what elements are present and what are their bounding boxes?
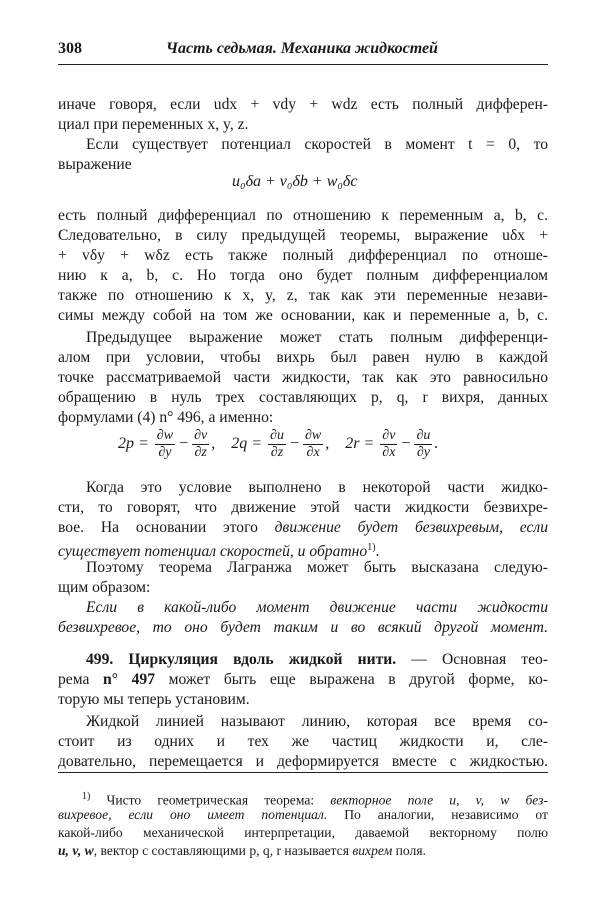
text-line: обращению в нуль трех составляющих p, q, r вихря, данных [58, 389, 548, 406]
text-line: Предыдущее выражение может стать полным дифференци- [86, 329, 548, 346]
formula-2p: 2p = [118, 435, 149, 453]
page-number: 308 [58, 40, 82, 57]
section-heading: 499. Циркуляция вдоль жидкой нити. [86, 651, 397, 668]
text-line: существует потенциал скоростей, и обратно$^{1)}$. [58, 542, 380, 561]
text-line: есть полный дифференциал по отношению к переменным a, b, c. [58, 207, 548, 224]
fraction: $\frac{\partial v}{\partial z}$ [194, 428, 208, 460]
text-line: также по отношению к x, y, z, так как эти переменные незави- [58, 287, 548, 304]
running-title: Часть седьмая. Механика жидкостей [166, 40, 438, 57]
text-line: довательно, перемещается и деформируется вместе с жидкостью. [58, 753, 548, 770]
text-line: циал при переменных x, y, z. [58, 116, 249, 133]
text-line: симы между собой на том же основании, как и переменные a, b, c. [58, 307, 548, 324]
fraction: $\frac{\partial w}{\partial y}$ [156, 428, 174, 460]
text-line: Поэтому теорема Лагранжа может быть высказана следую- [86, 559, 548, 576]
text-line: щим образом: [58, 579, 151, 596]
footnote-line: вихревое, если оно имеет потенциал. По аналогии, независимо от [58, 807, 548, 822]
text-line: рема n° 497 может быть еще выражена в другой форме, ко- [58, 671, 548, 688]
text-line: вое. На основании этого движение будет безвихревым, если [58, 519, 548, 536]
text-line: алом при условии, чтобы вихрь был равен нулю в каждой [58, 349, 548, 366]
text-line: Жидкой линией называют линию, которая все время со- [86, 713, 548, 730]
text-line: торую мы теперь установим. [58, 691, 250, 708]
page-header [58, 40, 548, 65]
theorem-line: Если в какой-либо момент движение части жидкости [86, 599, 548, 616]
footnote-line: u, v, w, вектор с составляющими p, q, r называется вихрем поля. [58, 843, 426, 858]
text-line: Если существует потенциал скоростей в момент t = 0, то [86, 136, 548, 153]
formula-differential: u₀δa + v₀δb + w₀δc [232, 173, 358, 190]
text-line: точке рассматриваемой части жидкости, так как это равносильно [58, 369, 548, 386]
text-line: нию к a, b, c. Но тогда оно будет полным дифференциалом [58, 267, 548, 284]
footnote-mark: 1) [82, 791, 91, 802]
formula-vorticity: 2p = $\frac{\partial w}{\partial y}$ − $\frac{\partial v}{\partial z}$ , 2q = $\frac{\partial u}{\partial z}$ − $\frac{\partial w}{\partial x}$ , 2r = $\frac{\partial v}{\partial x}$ − $\frac{\partial u}{\partial y}$ . [118, 428, 439, 460]
theorem-line: безвихревое, то оно будет таким и во всякий другой момент. [58, 619, 548, 636]
section-heading-line: 499. Циркуляция вдоль жидкой нити. — Основная тео- [86, 651, 548, 668]
footnote-line: $^{1)}$ Чисто геометрическая теорема: векторное поле u, v, w без- [82, 791, 548, 808]
text-line: Когда это условие выполнено в некоторой части жидко- [86, 479, 548, 496]
text-line: Следовательно, в силу предыдущей теоремы, выражение uδx + [58, 227, 548, 244]
fraction: $\frac{\partial v}{\partial x}$ [382, 428, 396, 460]
fraction: $\frac{\partial w}{\partial x}$ [304, 428, 322, 460]
footnote-divider [58, 772, 548, 773]
text-line: сти, то говорят, что движение этой части жидкости безвихре- [58, 499, 548, 516]
text-line: формулами (4) n° 496, а именно: [58, 409, 274, 426]
text-line: + vδy + wδz есть также полный дифференциал по отноше- [58, 247, 548, 264]
text-line: иначе говоря, если udx + vdy + wdz есть полный дифферен- [58, 96, 548, 113]
footnote-line: какой-либо механической интерпретации, даваемой векторному полю [58, 825, 548, 840]
text-line: выражение [58, 156, 132, 173]
text-line: стоит из одних и тех же частиц жидкости и, сле- [58, 733, 548, 750]
fraction: $\frac{\partial u}{\partial z}$ [270, 428, 284, 460]
fraction: $\frac{\partial u}{\partial y}$ [416, 428, 431, 460]
formula-2q: 2q = [231, 435, 263, 453]
formula-2r: 2r = [345, 435, 375, 453]
